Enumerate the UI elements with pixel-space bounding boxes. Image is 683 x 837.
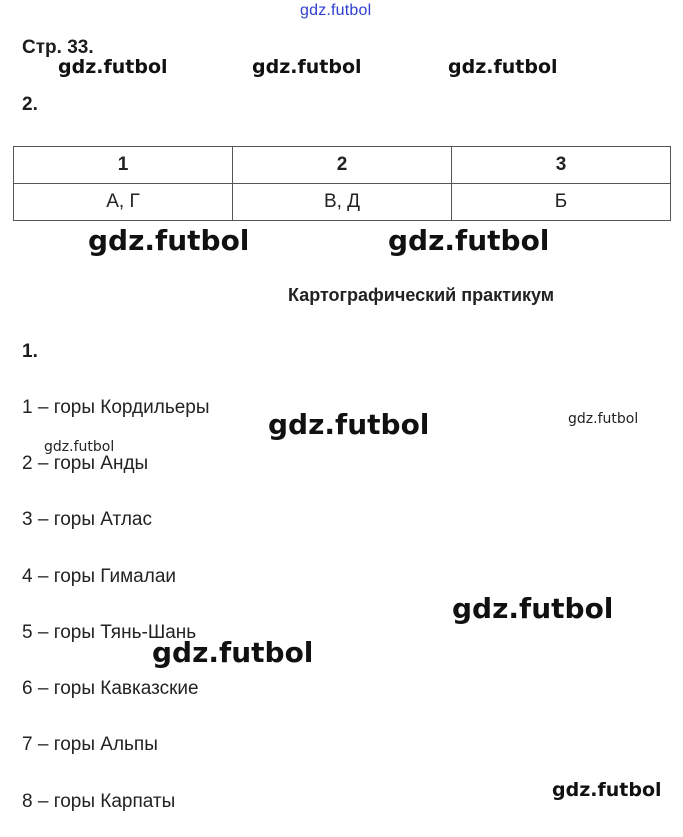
watermark: gdz.futbol: [388, 224, 550, 257]
table-header-row: [14, 147, 671, 184]
list-item: 8 – горы Карпаты: [22, 791, 176, 812]
list-item: 1 – горы Кордильеры: [22, 397, 210, 418]
task-1-number: 1.: [22, 341, 38, 362]
table-cell: А, Г: [14, 184, 233, 221]
watermark: gdz.futbol: [152, 636, 314, 669]
watermark: gdz.futbol: [252, 56, 362, 78]
table-header-cell: 3: [452, 147, 671, 184]
table-header-cell: 1: [14, 147, 233, 184]
section-title: Картографический практикум: [288, 285, 555, 305]
watermark: gdz.futbol: [268, 408, 430, 441]
list-item: 5 – горы Тянь-Шань: [22, 622, 197, 643]
table-cell: Б: [452, 184, 671, 221]
watermark: gdz.futbol: [44, 439, 115, 455]
answer-table: [13, 146, 671, 221]
table-row: [14, 184, 671, 221]
top-watermark: gdz.futbol: [300, 2, 372, 19]
watermark: gdz.futbol: [452, 592, 614, 625]
list-item: 4 – горы Гималаи: [22, 566, 177, 587]
table-cell: В, Д: [233, 184, 452, 221]
watermark: gdz.futbol: [552, 779, 662, 801]
page-label: Стр. 33.: [22, 37, 94, 58]
task-2-number: 2.: [22, 94, 38, 115]
watermark: gdz.futbol: [88, 224, 250, 257]
table-header-cell: 2: [233, 147, 452, 184]
watermark: gdz.futbol: [58, 56, 168, 78]
watermark: gdz.futbol: [568, 411, 639, 427]
watermark: gdz.futbol: [448, 56, 558, 78]
list-item: 3 – горы Атлас: [22, 509, 152, 530]
list-item: 2 – горы Анды: [22, 453, 149, 474]
list-item: 7 – горы Альпы: [22, 734, 158, 755]
list-item: 6 – горы Кавказские: [22, 678, 199, 699]
